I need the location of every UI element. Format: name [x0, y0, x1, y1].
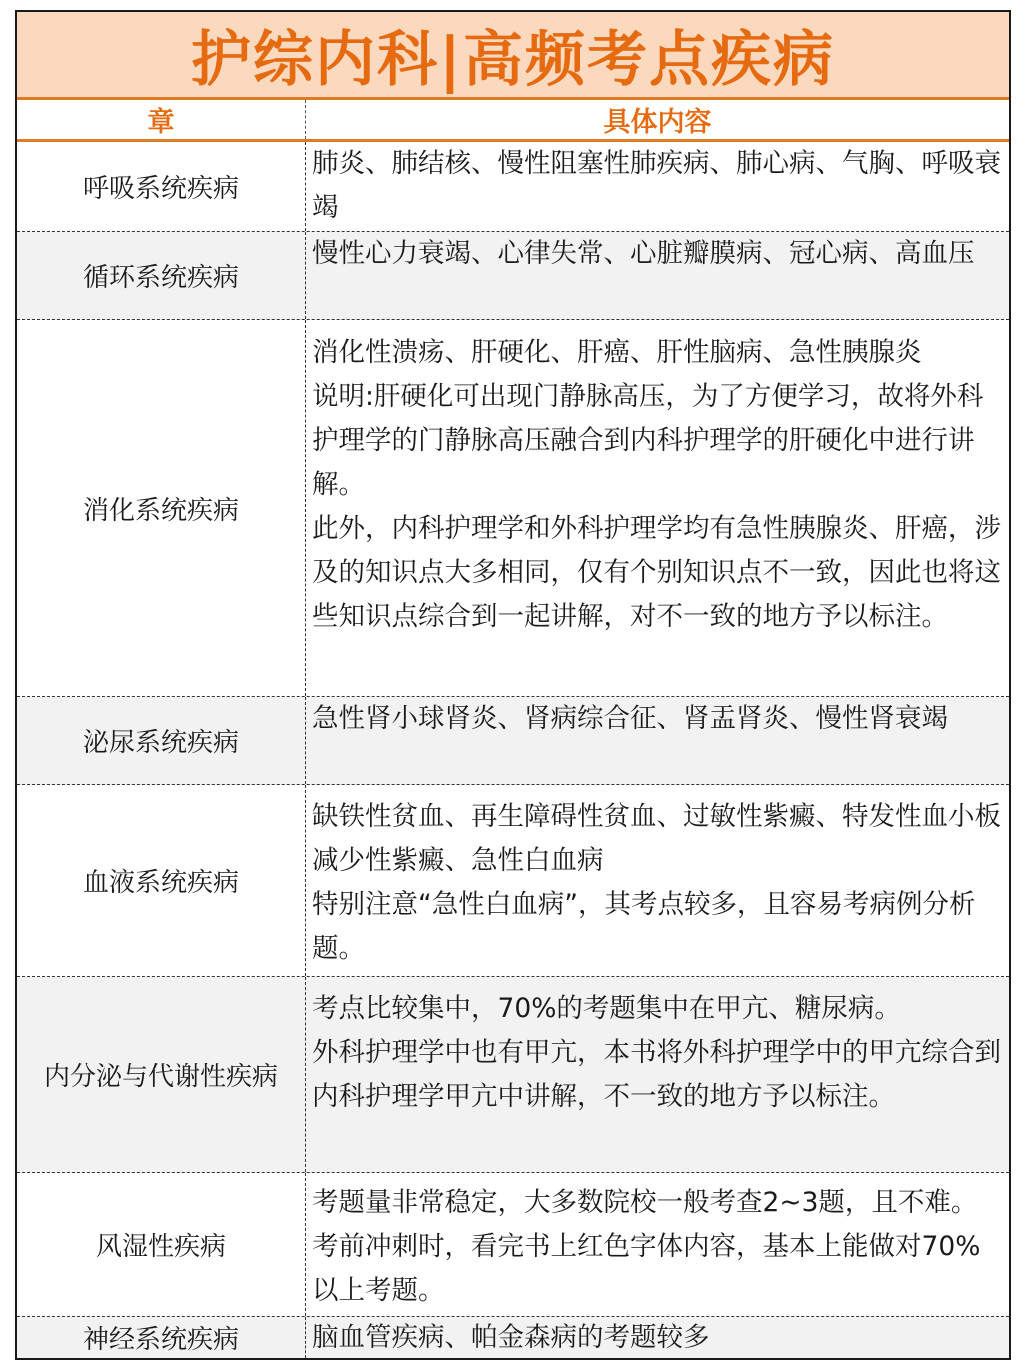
content-paragraph: 慢性心力衰竭、心律失常、心脏瓣膜病、冠心病、高血压 [312, 238, 975, 269]
content-paragraph: 消化性溃疡、肝硬化、肝癌、肝性脑病、急性胰腺炎 [312, 337, 922, 368]
content-cell [306, 142, 1009, 231]
table-row [17, 142, 1009, 232]
table-row [17, 977, 1009, 1173]
content-cell [306, 1173, 1009, 1316]
content-cell [306, 320, 1009, 696]
content-cell [306, 232, 1009, 319]
table-row [17, 320, 1009, 697]
table-header [17, 100, 1009, 142]
chapter-cell: 呼吸系统疾病 [17, 142, 306, 231]
content-paragraph: 肺炎、肺结核、慢性阻塞性肺疾病、肺心病、气胸、呼吸衰竭 [312, 148, 1001, 223]
table-row [17, 1173, 1009, 1317]
content-paragraph: 此外，内科护理学和外科护理学均有急性胰腺炎、肝癌，涉及的知识点大多相同，仅有个别知识点不一致，因此也将这些知识点综合到一起讲解，对不一致的地方予以标注。 [312, 513, 1001, 632]
header-content: 具体内容 [603, 107, 712, 138]
table-row [17, 785, 1009, 977]
chapter-cell: 血液系统疾病 [17, 785, 306, 976]
chapter-cell: 泌尿系统疾病 [17, 697, 306, 784]
table-row [17, 697, 1009, 785]
chapter-cell: 循环系统疾病 [17, 232, 306, 319]
content-cell [306, 697, 1009, 784]
disease-table [15, 10, 1011, 1360]
page-title: 护综内科|高频考点疾病 [17, 12, 1009, 100]
chapter-cell: 消化系统疾病 [17, 320, 306, 696]
header-chapter: 章 [17, 100, 306, 139]
chapter-cell: 神经系统疾病 [17, 1317, 306, 1358]
table-row [17, 232, 1009, 320]
content-paragraph: 考点比较集中，70%的考题集中在甲亢、糖尿病。 [312, 993, 901, 1024]
content-paragraph: 外科护理学中也有甲亢，本书将外科护理学中的甲亢综合到内科护理学甲亢中讲解，不一致的地方予以标注。 [312, 1037, 1001, 1112]
content-paragraph: 急性肾小球肾炎、肾病综合征、肾盂肾炎、慢性肾衰竭 [312, 703, 948, 734]
chapter-cell: 内分泌与代谢性疾病 [17, 977, 306, 1172]
chapter-cell: 风湿性疾病 [17, 1173, 306, 1316]
content-paragraph: 特别注意“急性白血病”，其考点较多，且容易考病例分析题。 [312, 889, 976, 964]
content-paragraph: 说明:肝硬化可出现门静脉高压，为了方便学习，故将外科护理学的门静脉高压融合到内科护理学的肝硬化中进行讲解。 [312, 381, 984, 500]
content-paragraph: 考题量非常稳定，大多数院校一般考查2~3题，且不难。考前冲刺时，看完书上红色字体内容，基本上能做对70%以上考题。 [312, 1187, 981, 1306]
content-paragraph: 脑血管疾病、帕金森病的考题较多 [312, 1322, 710, 1353]
content-paragraph: 缺铁性贫血、再生障碍性贫血、过敏性紫癜、特发性血小板减少性紫癜、急性白血病 [312, 801, 1001, 876]
content-cell [306, 785, 1009, 976]
content-cell [306, 1317, 1009, 1358]
table-row [17, 1317, 1009, 1358]
content-cell [306, 977, 1009, 1172]
